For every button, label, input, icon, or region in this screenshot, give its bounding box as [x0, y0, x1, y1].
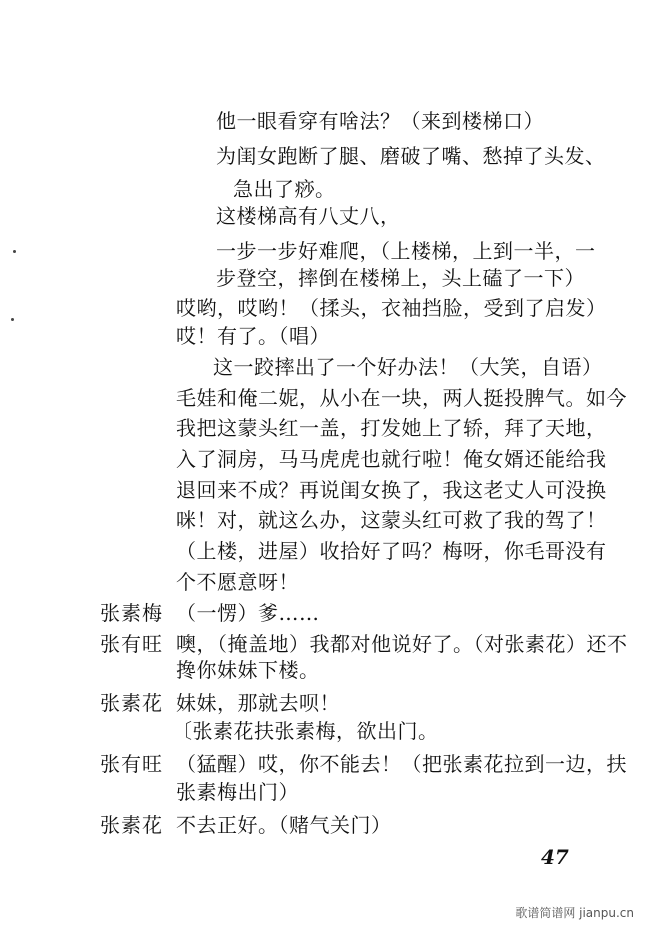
body-line: 这楼梯高有八丈八， — [216, 204, 401, 228]
margin-mark — [13, 250, 16, 253]
speaker-name: 张素花 — [100, 813, 163, 837]
body-line: 毛娃和俺二妮，从小在一块，两人挺投脾气。如今 — [176, 386, 627, 410]
body-line: 哎哟，哎哟！（揉头，衣袖挡脸，受到了启发） — [176, 296, 607, 320]
dialogue-line: 妹妹，那就去呗！ — [176, 691, 340, 715]
page-number: 47 — [541, 845, 569, 869]
body-line: 步登空，摔倒在楼梯上，头上磕了一下） — [216, 266, 585, 290]
body-line: 他一眼看穿有啥法？（来到楼梯口） — [216, 109, 544, 133]
dialogue-line: 搀你妹妹下楼。 — [176, 658, 320, 682]
body-line: 为闺女跑断了腿、磨破了嘴、愁掉了头发、 — [216, 144, 606, 168]
margin-mark — [11, 318, 14, 321]
speaker-name: 张有旺 — [100, 632, 163, 656]
speaker-name: 张有旺 — [100, 752, 163, 776]
body-line: 哎！有了。（唱） — [176, 324, 330, 348]
body-line: 入了洞房，马马虎虎也就行啦！俺女婿还能给我 — [176, 447, 607, 471]
body-line: 急出了痧。 — [233, 177, 336, 201]
watermark: 歌谱简谱网 jianpu.cn — [515, 906, 634, 920]
speaker-name: 张素梅 — [100, 601, 163, 625]
body-line: 一步一步好难爬，（上楼梯，上到一半，一 — [216, 239, 596, 263]
dialogue-line: （猛醒）哎，你不能去！（把张素花拉到一边，扶 — [176, 752, 627, 776]
speaker-name: 张素花 — [100, 691, 163, 715]
dialogue-line: 噢，（掩盖地）我都对他说好了。（对张素花）还不 — [176, 632, 628, 656]
body-line: 咪！对，就这么办，这蒙头红可救了我的驾了！ — [176, 508, 607, 532]
dialogue-line: （一愣）爹…… — [176, 601, 320, 625]
dialogue-line: 张素梅出门） — [176, 780, 299, 804]
body-line: 这一跤摔出了一个好办法！（大笑，自语） — [213, 355, 603, 379]
body-line: （上楼，进屋）收拾好了吗？梅呀，你毛哥没有 — [176, 539, 607, 563]
stage-direction: 〔张素花扶张素梅，欲出门。 — [172, 719, 439, 743]
body-line: 个不愿意呀！ — [176, 570, 299, 594]
dialogue-line: 不去正好。（赌气关门） — [176, 813, 392, 837]
body-line: 我把这蒙头红一盖，打发她上了轿，拜了天地， — [176, 416, 607, 440]
body-line: 退回来不成？再说闺女换了，我这老丈人可没换 — [176, 478, 607, 502]
